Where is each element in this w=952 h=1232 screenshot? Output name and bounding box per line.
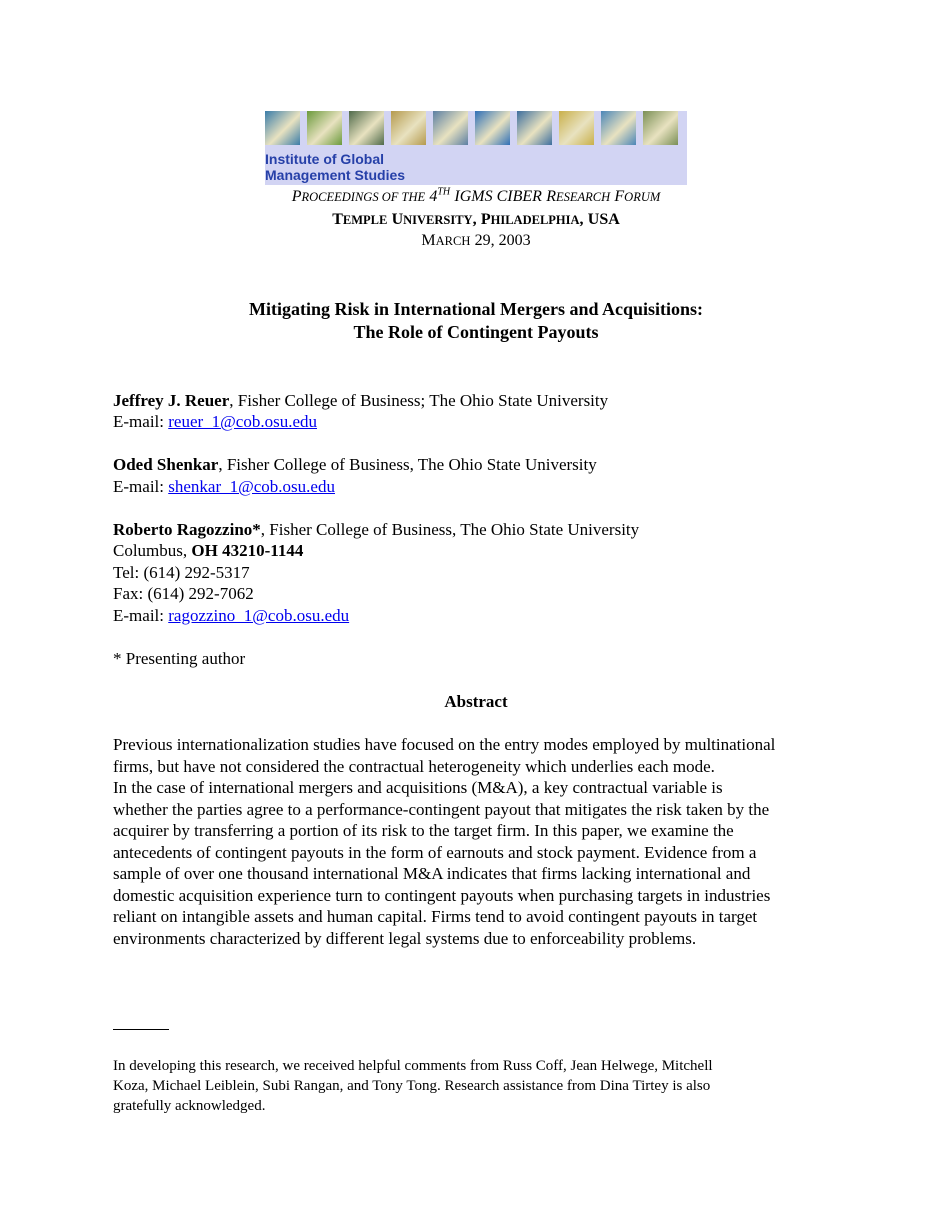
email-link[interactable]: shenkar_1@cob.osu.edu: [168, 477, 335, 496]
logo-tile: [349, 111, 384, 145]
abstract-line: firms, but have not considered the contractual heterogeneity which underlies each mode.: [113, 756, 715, 776]
abstract-line: Previous internationalization studies have focused on the entry modes employed by multinational: [113, 735, 776, 754]
logo-text: [265, 151, 405, 183]
author-3-fax: Fax: (614) 292-7062: [113, 584, 254, 603]
author-3-email: E-mail: ragozzino_1@cob.osu.edu: [113, 606, 350, 625]
logo-tile: [559, 111, 594, 145]
author-3-tel: Tel: (614) 292-5317: [113, 563, 250, 582]
abstract-body: [113, 734, 848, 949]
footnote-line: gratefully acknowledged.: [113, 1098, 266, 1114]
author-name: Roberto Ragozzino*: [113, 520, 261, 539]
logo-tile: [517, 111, 552, 145]
abstract-line: acquirer by transferring a portion of its risk to the target firm. In this paper, we examine the: [113, 821, 734, 840]
email-link[interactable]: ragozzino_1@cob.osu.edu: [168, 606, 350, 625]
author-affiliation: , Fisher College of Business, The Ohio State University: [218, 455, 597, 474]
author-1-email: E-mail: reuer_1@cob.osu.edu: [113, 412, 318, 431]
author-2: [113, 455, 597, 475]
footnote: [113, 1056, 713, 1116]
logo-tile: [601, 111, 636, 145]
proceedings-line: PROCEEDINGS OF THE 4TH IGMS CIBER RESEARCH FORUM: [291, 186, 661, 205]
email-link[interactable]: reuer_1@cob.osu.edu: [168, 412, 318, 431]
abstract-line: antecedents of contingent payouts in the form of earnouts and stock payment. Evidence from a: [113, 842, 757, 862]
author-name: Oded Shenkar: [113, 455, 219, 474]
abstract-line: environments characterized by different legal systems due to enforceability problems.: [113, 928, 697, 948]
logo-tile: [307, 111, 342, 145]
author-3-address: Columbus, OH 43210-1144: [113, 541, 304, 560]
abstract-line: whether the parties agree to a performance-contingent payout that mitigates the risk taken by the: [113, 799, 770, 819]
presenting-author-note: * Presenting author: [113, 649, 246, 668]
author-3: [113, 520, 639, 540]
logo-tile: [433, 111, 468, 145]
logo-tile: [265, 111, 300, 145]
paper-title-line-2: The Role of Contingent Payouts: [353, 322, 599, 342]
logo-tile: [643, 111, 678, 145]
footnote-line: In developing this research, we received helpful comments from Russ Coff, Jean Helwege, Mitchell: [113, 1058, 713, 1074]
logo-tile: [475, 111, 510, 145]
abstract-heading: Abstract: [444, 692, 508, 711]
author-2-email: E-mail: shenkar_1@cob.osu.edu: [113, 477, 335, 496]
logo-line-1: Institute of Global: [265, 151, 384, 167]
footnote-line: Koza, Michael Leiblein, Subi Rangan, and Tony Tong. Research assistance from Dina Tirtey is also: [113, 1078, 711, 1094]
author-1: [113, 391, 608, 411]
abstract-line: sample of over one thousand international M&A indicates that firms lacking international and: [113, 864, 751, 883]
author-name: Jeffrey J. Reuer: [113, 391, 230, 410]
logo-line-2: Management Studies: [265, 167, 406, 183]
abstract-line: domestic acquisition experience turn to contingent payouts when purchasing targets in industries: [113, 885, 771, 905]
author-affiliation: , Fisher College of Business; The Ohio State University: [229, 391, 609, 410]
abstract-line: In the case of international mergers and acquisitions (M&A), a key contractual variable is: [113, 778, 723, 797]
abstract-line: reliant on intangible assets and human capital. Firms tend to avoid contingent payouts in target: [113, 907, 758, 926]
date-line: MARCH 29, 2003: [421, 232, 531, 249]
university-line: TEMPLE UNIVERSITY, PHILADELPHIA, USA: [332, 211, 620, 228]
paper-title-line-1: Mitigating Risk in International Mergers and Acquisitions:: [248, 299, 704, 319]
author-affiliation: , Fisher College of Business, The Ohio State University: [260, 520, 640, 539]
logo-tile: [391, 111, 426, 145]
logo-image-strip: [265, 111, 687, 145]
igms-logo: [265, 111, 687, 185]
footnote-rule: [113, 1029, 169, 1030]
